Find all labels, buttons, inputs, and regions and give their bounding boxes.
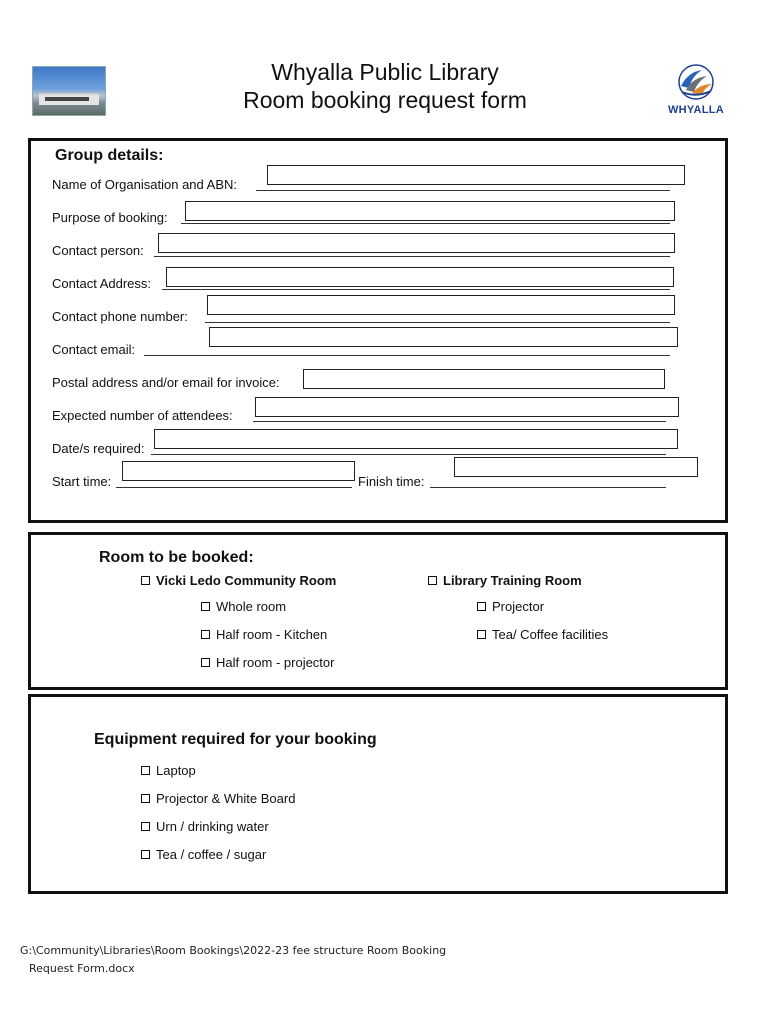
- attendees-input[interactable]: [255, 397, 679, 417]
- tea-coffee-sugar-label: Tea / coffee / sugar: [156, 847, 267, 862]
- logo-text: WHYALLA: [667, 104, 725, 116]
- purpose-label: Purpose of booking:: [52, 210, 168, 225]
- org-underline: [256, 190, 670, 191]
- group-details-section: [28, 138, 728, 523]
- start-input[interactable]: [122, 461, 355, 481]
- vicki-ledo-option[interactable]: [141, 573, 336, 588]
- tea-coffee-facilities-option[interactable]: [477, 627, 608, 642]
- dates-underline: [151, 454, 666, 455]
- phone-label: Contact phone number:: [52, 309, 188, 324]
- vicki-ledo-label: Vicki Ledo Community Room: [156, 573, 337, 588]
- room-section: [28, 532, 728, 690]
- finish-underline: [430, 487, 666, 488]
- half-room-kitchen-option[interactable]: [201, 627, 327, 642]
- checkbox-icon[interactable]: [201, 658, 210, 667]
- tea-coffee-facilities-label: Tea/ Coffee facilities: [492, 627, 609, 642]
- org-label: Name of Organisation and ABN:: [52, 177, 237, 192]
- footer-line-1: G:\Community\Libraries\Room Bookings\2022-23 fee structure Room Booking: [20, 944, 447, 957]
- email-label: Contact email:: [52, 342, 136, 357]
- org-input[interactable]: [267, 165, 685, 185]
- start-underline: [116, 487, 352, 488]
- checkbox-icon[interactable]: [201, 602, 210, 611]
- page-title: [180, 58, 590, 114]
- training-room-label: Library Training Room: [443, 573, 582, 588]
- checkbox-icon[interactable]: [477, 630, 486, 639]
- checkbox-icon[interactable]: [428, 576, 437, 585]
- purpose-input[interactable]: [185, 201, 675, 221]
- postal-label: Postal address and/or email for invoice:: [52, 375, 280, 390]
- equipment-item[interactable]: [141, 819, 269, 834]
- start-label: Start time:: [52, 474, 112, 489]
- room-heading: Room to be booked:: [99, 549, 254, 566]
- projector-label: Projector: [492, 599, 545, 614]
- checkbox-icon[interactable]: [477, 602, 486, 611]
- checkbox-icon[interactable]: [141, 794, 150, 803]
- whyalla-logo: [662, 62, 730, 120]
- file-path-footer: [20, 942, 446, 978]
- equipment-item[interactable]: [141, 791, 295, 806]
- footer-line-2: Request Form.docx: [29, 962, 135, 975]
- dates-input[interactable]: [154, 429, 678, 449]
- finish-label: Finish time:: [358, 474, 425, 489]
- urn-water-label: Urn / drinking water: [156, 819, 269, 834]
- equipment-section: [28, 694, 728, 894]
- checkbox-icon[interactable]: [141, 850, 150, 859]
- training-room-option[interactable]: [428, 573, 582, 588]
- title-line-1: Whyalla Public Library: [271, 59, 499, 85]
- checkbox-icon[interactable]: [141, 576, 150, 585]
- half-room-kitchen-label: Half room - Kitchen: [216, 627, 328, 642]
- title-line-2: Room booking request form: [243, 87, 527, 113]
- address-underline: [162, 289, 670, 290]
- laptop-label: Laptop: [156, 763, 196, 778]
- phone-underline: [205, 322, 670, 323]
- equipment-heading: Equipment required for your booking: [94, 731, 377, 748]
- group-details-heading: Group details:: [55, 147, 164, 164]
- dates-label: Date/s required:: [52, 441, 145, 456]
- equipment-item[interactable]: [141, 847, 266, 862]
- attendees-underline: [253, 421, 666, 422]
- phone-input[interactable]: [207, 295, 675, 315]
- purpose-underline: [181, 223, 670, 224]
- whole-room-label: Whole room: [216, 599, 287, 614]
- whole-room-option[interactable]: [201, 599, 286, 614]
- attendees-label: Expected number of attendees:: [52, 408, 233, 423]
- address-label: Contact Address:: [52, 276, 151, 291]
- person-input[interactable]: [158, 233, 675, 253]
- address-input[interactable]: [166, 267, 674, 287]
- half-room-projector-label: Half room - projector: [216, 655, 335, 670]
- finish-input[interactable]: [454, 457, 698, 477]
- equipment-item[interactable]: [141, 763, 196, 778]
- checkbox-icon[interactable]: [141, 822, 150, 831]
- whyalla-emblem-icon: [662, 62, 730, 106]
- email-underline: [144, 355, 670, 356]
- person-label: Contact person:: [52, 243, 144, 258]
- library-building-photo: [32, 66, 106, 116]
- person-underline: [154, 256, 670, 257]
- checkbox-icon[interactable]: [141, 766, 150, 775]
- projector-option[interactable]: [477, 599, 544, 614]
- checkbox-icon[interactable]: [201, 630, 210, 639]
- email-input[interactable]: [209, 327, 678, 347]
- postal-input[interactable]: [303, 369, 665, 389]
- half-room-projector-option[interactable]: [201, 655, 334, 670]
- projector-whiteboard-label: Projector & White Board: [156, 791, 296, 806]
